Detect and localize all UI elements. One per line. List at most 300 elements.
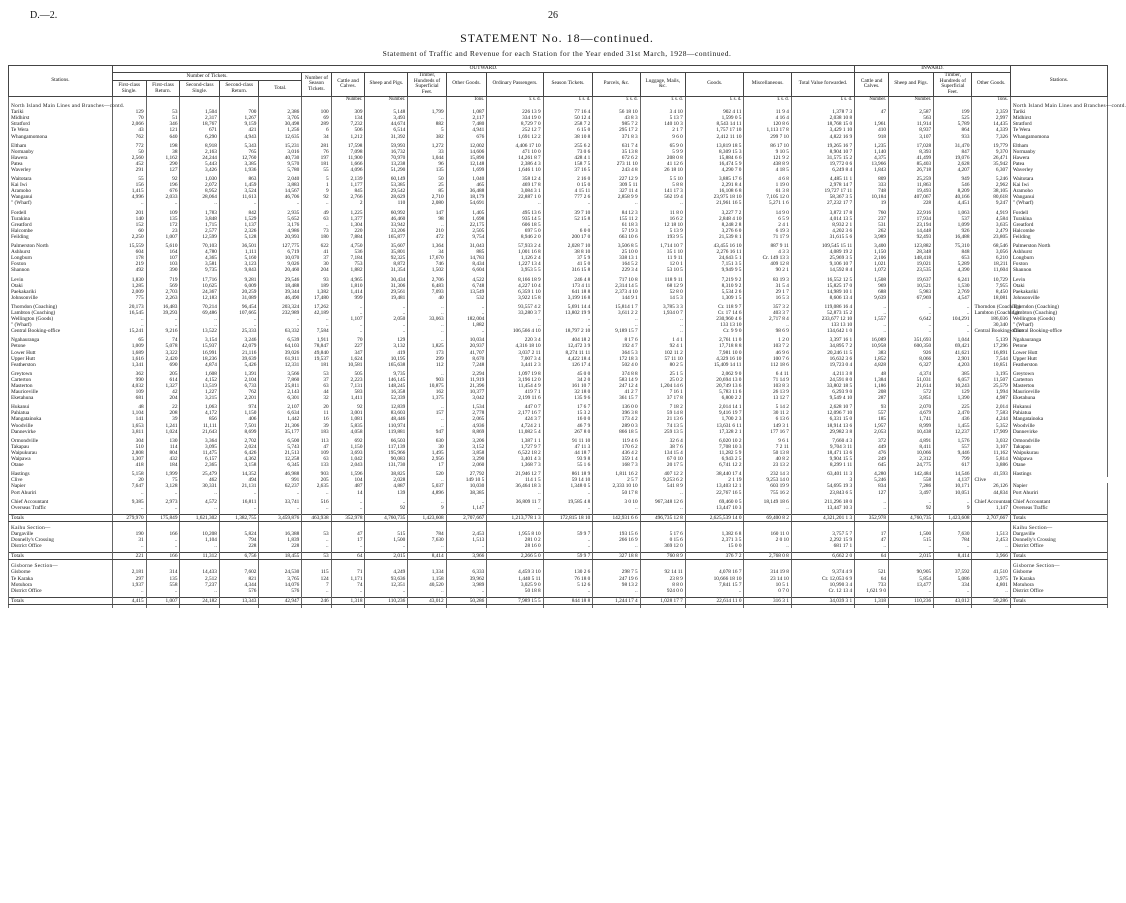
data-cell: 109 [302,450,331,456]
data-cell: 2,053 [855,429,889,435]
station-name-right: Wanganui [1010,194,1107,200]
data-cell: 36,501 [219,243,258,249]
data-cell: 40 8 2 [744,456,791,462]
data-cell: 1 4 1 [640,337,685,343]
data-cell: 65 9 0 [640,143,685,149]
data-cell: 140 [112,216,146,222]
data-cell: 16,388 [259,531,302,537]
data-cell: 41,593 [972,471,1010,477]
station-name: Masterton [9,383,113,389]
data-cell: 121 9 2 [744,155,791,161]
data-cell: 8,209 [934,188,972,194]
data-cell: 6,327 [889,362,934,368]
data-cell: 18,081 [972,295,1010,301]
data-cell: 4 16 4 [744,115,791,121]
data-cell: 2,978 14 7 [791,182,854,188]
data-cell: 848 [934,249,972,255]
data-cell: 5,743 [259,444,302,450]
data-cell: Cr. 12 13 4 [791,588,854,594]
data-cell: 73 [302,228,331,234]
traffic-revenue-table [8,65,1126,608]
data-cell: 17,262 [302,304,331,310]
data-cell: 38,105 [972,188,1010,194]
data-cell: 1,500 [365,537,408,543]
data-cell: 130 2 6 [543,569,593,575]
data-cell: 299 7 10 [744,134,791,140]
data-cell: 2,470 [934,410,972,416]
data-cell: 3,441 2 3 [487,362,543,368]
data-cell: .. [543,322,593,328]
data-cell: .. [146,537,180,543]
station-name: Te Wera [9,127,113,133]
data-cell: 3,199 16 8 [543,295,593,301]
data-cell: Cr. 149 13 3 [744,255,791,261]
data-cell: 34 [408,249,446,255]
data-cell: 1 2 0 [744,337,791,343]
data-cell: 1,009 [112,343,146,349]
data-cell: .. [744,505,791,511]
data-cell: 2,973 [146,499,180,505]
data-cell: 1,839 [259,537,302,543]
data-cell: 9,735 [365,371,408,377]
units-row [9,96,1108,103]
data-cell: .. [889,328,934,334]
data-cell: 357 3 2 [744,304,791,310]
data-cell: .. [331,322,365,328]
data-cell: 784 [934,537,972,543]
data-cell: 2,024 [219,444,258,450]
data-cell: 13,549 [446,289,487,295]
data-cell: 233,677 12 10 [791,316,854,322]
data-cell: 1,700 2 3 [685,416,744,422]
totals-cell: 110,236 [889,597,934,604]
data-cell: 2 1 7 [640,127,685,133]
data-cell: 821 [219,576,258,582]
data-cell: 26,718 [889,167,934,173]
data-cell: 173 4 2 [593,416,640,422]
data-cell: 80,618 [972,194,1010,200]
data-cell: 2,080 [408,200,446,206]
data-cell: 6,359 1 10 [487,289,543,295]
data-cell: 14,433 [180,569,219,575]
data-cell: 1,810 [331,283,365,289]
data-cell: 152 [112,222,146,228]
data-cell: 10,958 [855,343,889,349]
data-cell: 85,403 [889,161,934,167]
data-cell: 124 [302,576,331,582]
data-cell: 2,761 11 0 [685,337,744,343]
data-cell: 298 7 5 [593,569,640,575]
data-cell: 6,748 [446,283,487,289]
data-cell: .. [543,316,593,322]
data-cell: 180 [302,234,331,240]
data-cell: 205 [302,477,331,483]
data-cell: 1,882 [446,322,487,328]
data-cell: .. [146,505,180,511]
totals-cell: 18,455 [259,553,302,560]
data-cell: 9 [934,505,972,511]
data-cell: 2,072 [180,182,219,188]
data-cell: 18,488 [259,283,302,289]
totals-row [9,597,1108,604]
data-cell: 1,799 [408,109,446,115]
data-cell: 7,884 [331,234,365,240]
station-name-right: Feilding [1010,234,1107,240]
data-cell: 600,350 [889,343,934,349]
data-cell: 902 4 11 [685,109,744,115]
station-name-right: Central Booking-office [1010,328,1107,334]
data-cell: 21,396 [446,383,487,389]
data-cell: .. [934,543,972,549]
data-cell: 3,757 5 7 [791,531,854,537]
data-cell: 12,258 [259,456,302,462]
data-cell: 7,630 [408,537,446,543]
data-cell: .. [408,304,446,310]
data-cell: 19,637 [889,277,934,283]
data-cell: 57 19 3 [593,228,640,234]
data-cell: 3,989 [446,582,487,588]
data-cell: 1,442 [259,416,302,422]
data-cell: 4,936 [446,423,487,429]
data-cell: 91 11 10 [543,438,593,444]
data-cell: 281 0 2 [487,537,543,543]
data-cell: 17 [408,462,446,468]
data-cell: 0 15 6 [640,537,685,543]
data-cell: 558 [146,582,180,588]
data-cell: 85 [408,188,446,194]
data-cell: 3,123 [219,261,258,267]
data-cell: 947 [408,429,446,435]
data-cell: 17 [331,537,365,543]
totals-cell: 4,415 [112,597,146,604]
data-cell: 9 6 1 [744,438,791,444]
station-name-right: Te Wera [1010,127,1107,133]
data-cell: 16 0 0 [543,416,593,422]
station-name: Clive [9,477,113,483]
unit-cell [9,96,113,103]
data-cell: 2,276 16 11 [685,249,744,255]
station-name-right: Waipukurau [1010,450,1107,456]
data-cell: 6,009 [219,283,258,289]
data-cell: 2,028 7 10 [543,243,593,249]
data-cell: 60,149 [365,176,408,182]
data-cell: 4,362 [219,456,258,462]
data-cell: 4,943 [219,134,258,140]
data-cell: 421 [219,127,258,133]
data-cell: 6 5 9 [744,216,791,222]
data-cell: 4,750 [331,243,365,249]
data-cell: 114 1 5 [487,477,543,483]
data-cell: 1,513 [446,537,487,543]
data-cell: 15,409 14 11 [685,362,744,368]
data-cell: 2,365 [180,462,219,468]
data-cell: 63,332 [259,328,302,334]
data-cell: 409 12 8 [744,261,791,267]
data-cell: 4,207 [934,167,972,173]
data-cell: 26 13 9 [744,389,791,395]
data-cell: 22,175 [446,222,487,228]
data-cell: 8,248 2 8 [685,222,744,228]
data-cell: 3,989 [855,234,889,240]
data-cell: 834 [855,483,889,489]
data-cell: .. [331,499,365,505]
data-cell: .. [302,222,331,228]
data-cell: 117,139 [365,444,408,450]
station-name: Foxton [9,261,113,267]
data-cell: 3,095 [180,444,219,450]
data-cell: 1,390 [934,395,972,401]
data-cell: 10,666 18 10 [685,576,744,582]
data-cell: 5 17 6 [640,531,685,537]
data-cell: 10,195 [365,356,408,362]
data-cell: .. [180,505,219,511]
data-cell: 2 0 10 [744,537,791,543]
data-cell: 2,386 [259,109,302,115]
totals-cell: 172,815 18 10 [543,514,593,521]
data-cell: 24,367 [180,289,219,295]
data-cell: 2,901 [934,356,972,362]
data-cell: 21,961 16 5 [685,200,744,206]
station-name: Motuhora [9,582,113,588]
data-cell: 172 18 3 [593,356,640,362]
data-cell: .. [302,537,331,543]
data-cell: 258 7 2 [543,121,593,127]
data-cell: 98 13 2 [593,582,640,588]
page-number: 26 [548,10,558,21]
data-cell: 7,237 [180,582,219,588]
station-name: Petone [9,343,113,349]
data-cell: 14,435 [972,121,1010,127]
data-cell: 20,460 [259,267,302,273]
data-cell: 4,290 7 0 [685,167,744,173]
data-cell: 29,542 [365,188,408,194]
data-cell: 5,139 [972,337,1010,343]
data-cell: 255 6 2 [543,143,593,149]
data-cell: 16,632 3 6 [791,356,854,362]
data-cell: 9 [408,505,446,511]
data-cell: 5,158 [112,471,146,477]
unit-cell [219,96,258,103]
totals-row [9,553,1108,560]
data-cell: 1,955 8 10 [487,531,543,537]
data-cell: 5,246 [855,477,889,483]
data-cell: 1,504 [180,109,219,115]
data-cell: 12,096 7 10 [791,410,854,416]
data-cell: 9 10 5 [744,149,791,155]
data-cell: 13,519 [180,383,219,389]
data-cell: 3,195 [972,371,1010,377]
data-cell: 1,113 17 8 [744,127,791,133]
data-cell: .. [219,322,258,328]
data-cell: 4,227 10 4 [487,283,543,289]
totals-cell: 376 7 2 [685,553,744,560]
data-cell: 69,460 0 5 [685,499,744,505]
data-cell: 183 [302,429,331,435]
data-cell: 3,206 [446,438,487,444]
data-cell: 569 [146,283,180,289]
data-cell: 208 [855,389,889,395]
data-cell: 557 [855,410,889,416]
data-cell: 3,276 6 0 [685,228,744,234]
data-cell: .. [146,588,180,594]
data-cell: 19,493 [889,188,934,194]
data-cell: 39,026 [259,350,302,356]
data-cell: 755 16 2 [744,490,791,496]
data-cell: 161 10 7 [543,383,593,389]
data-cell: 232 14 3 [744,471,791,477]
data-cell: 641 18 8 [543,289,593,295]
data-cell: .. [744,322,791,328]
data-cell: 505 [331,371,365,377]
station-name-right: Wellington (Goods) [1010,316,1107,322]
totals-cell: 7,989 15 5 [487,597,543,604]
season-count-header: Number of Season Tickets. [302,72,331,96]
data-cell: 4,316 18 10 [487,343,543,349]
data-cell: 3,158 [219,462,258,468]
data-cell: 178 [112,255,146,261]
data-cell: 847 [934,149,972,155]
data-cell: 2 16 0 [543,176,593,182]
data-cell: 334 [934,582,972,588]
data-cell: 719 [146,277,180,283]
data-cell: 6,500 [259,438,302,444]
data-cell: 371 8 3 [593,134,640,140]
data-cell: 24,530 [259,569,302,575]
data-cell: 3,883 [259,182,302,188]
totals-cell: 3,966 [446,553,487,560]
data-cell: 4 18 5 [744,167,791,173]
data-cell: 2,717 8 4 [744,316,791,322]
station-name: Longburn [9,255,113,261]
data-cell: 7 16 1 [640,389,685,395]
data-cell: 6,800 2 2 [685,395,744,401]
data-cell: 537 [934,216,972,222]
data-cell: 29,561 [365,289,408,295]
data-cell: 546 [934,182,972,188]
unit-cell: £ s. d. [543,96,593,103]
station-name: Mauriceville [9,389,113,395]
data-cell: 243 4 8 [593,167,640,173]
data-cell: 681 17 1 [791,543,854,549]
data-cell: 96,454 [219,304,258,310]
data-cell: 495 13 6 [487,210,543,216]
data-cell: 14,567 [259,188,302,194]
data-cell: 35 13 8 [593,149,640,155]
data-cell: 4,822 16 9 [791,134,854,140]
data-cell: 53 [302,371,331,377]
parcels-header: Parcels, &c. [593,72,640,96]
totals-cell: 1,028 17 7 [640,597,685,604]
totals-cell: 1,423,608 [408,514,446,521]
unit-cell [180,96,219,103]
data-cell: .. [219,316,258,322]
data-cell: 17,670 [408,255,446,261]
data-cell: 10,030 [446,483,487,489]
data-cell: 4,329 16 10 [685,356,744,362]
data-cell: 31,354 [365,267,408,273]
data-cell: 142,484 [889,471,934,477]
data-cell: 13,477 [889,582,934,588]
data-cell: 14,783 [446,255,487,261]
data-cell: 8,066 [889,356,934,362]
data-cell: 3,872 17 8 [791,210,854,216]
data-cell: 273 11 10 [593,161,640,167]
data-cell: 11,082 5 4 [487,429,543,435]
data-cell: 134 15 4 [640,450,685,456]
station-name: " (Wharf) [9,200,113,206]
data-cell: 1,081 [331,416,365,422]
data-cell: 196 [146,182,180,188]
data-cell: 6,301 [259,395,302,401]
totals-cell: 110,236 [365,597,408,604]
station-name-right: Normanby [1010,149,1107,155]
data-cell: 47 [331,531,365,537]
data-cell: 12,331 [259,362,302,368]
data-cell: 37 17 8 [640,395,685,401]
data-cell: .. [408,543,446,549]
data-cell: 11 9 11 [640,255,685,261]
data-cell: 933 [934,134,972,140]
unit-cell: Tons. [972,96,1010,103]
data-cell: 1,391 [219,371,258,377]
data-cell: 9 6 0 [640,134,685,140]
station-name-right: Waverley [1010,167,1107,173]
data-cell: .. [331,304,365,310]
data-cell: 27,792 [446,471,487,477]
data-cell: .. [640,505,685,511]
data-cell: 8,543 14 11 [685,121,744,127]
data-cell: 407 12 2 [640,471,685,477]
data-cell: 7,647 [112,483,146,489]
data-cell: 396 3 8 [593,410,640,416]
data-cell: 6 0 0 [543,228,593,234]
data-cell: .. [180,490,219,496]
data-cell: 990 [112,377,146,383]
data-cell: .. [112,200,146,206]
data-cell: 9,253 6 2 [640,477,685,483]
data-cell: 237 [855,216,889,222]
data-cell: 59 14 8 [640,410,685,416]
data-cell: 385 [934,371,972,377]
data-cell: 1,500 [889,531,934,537]
data-cell: 2,317 [180,115,219,121]
data-cell: .. [180,200,219,206]
station-name-right: Ngahauranga [1010,337,1107,343]
data-cell: 37 [302,377,331,383]
data-cell: 3,154 [180,337,219,343]
data-cell: 8,274 11 11 [543,350,593,356]
data-cell: 428 4 1 [543,155,593,161]
outward-header: OUTWARD. [112,66,854,73]
data-cell: .. [487,490,543,496]
data-cell: 949 [934,176,972,182]
data-cell: 784 [408,531,446,537]
data-cell: 5,835 [331,423,365,429]
data-cell: 1,235 [855,143,889,149]
data-cell: 13,966 [855,161,889,167]
data-cell: 436 4 2 [593,450,640,456]
data-cell: 1,741 [889,416,934,422]
data-cell: 70 [331,337,365,343]
spacer-cell [302,604,331,608]
data-cell: 41,510 [972,569,1010,575]
data-cell: 304 [112,438,146,444]
data-cell: 8,699 [219,429,258,435]
data-cell: 903 [302,471,331,477]
data-cell: 20,246 11 5 [791,350,854,356]
data-cell: 37,592 [934,569,972,575]
data-cell: 7,184 [331,255,365,261]
